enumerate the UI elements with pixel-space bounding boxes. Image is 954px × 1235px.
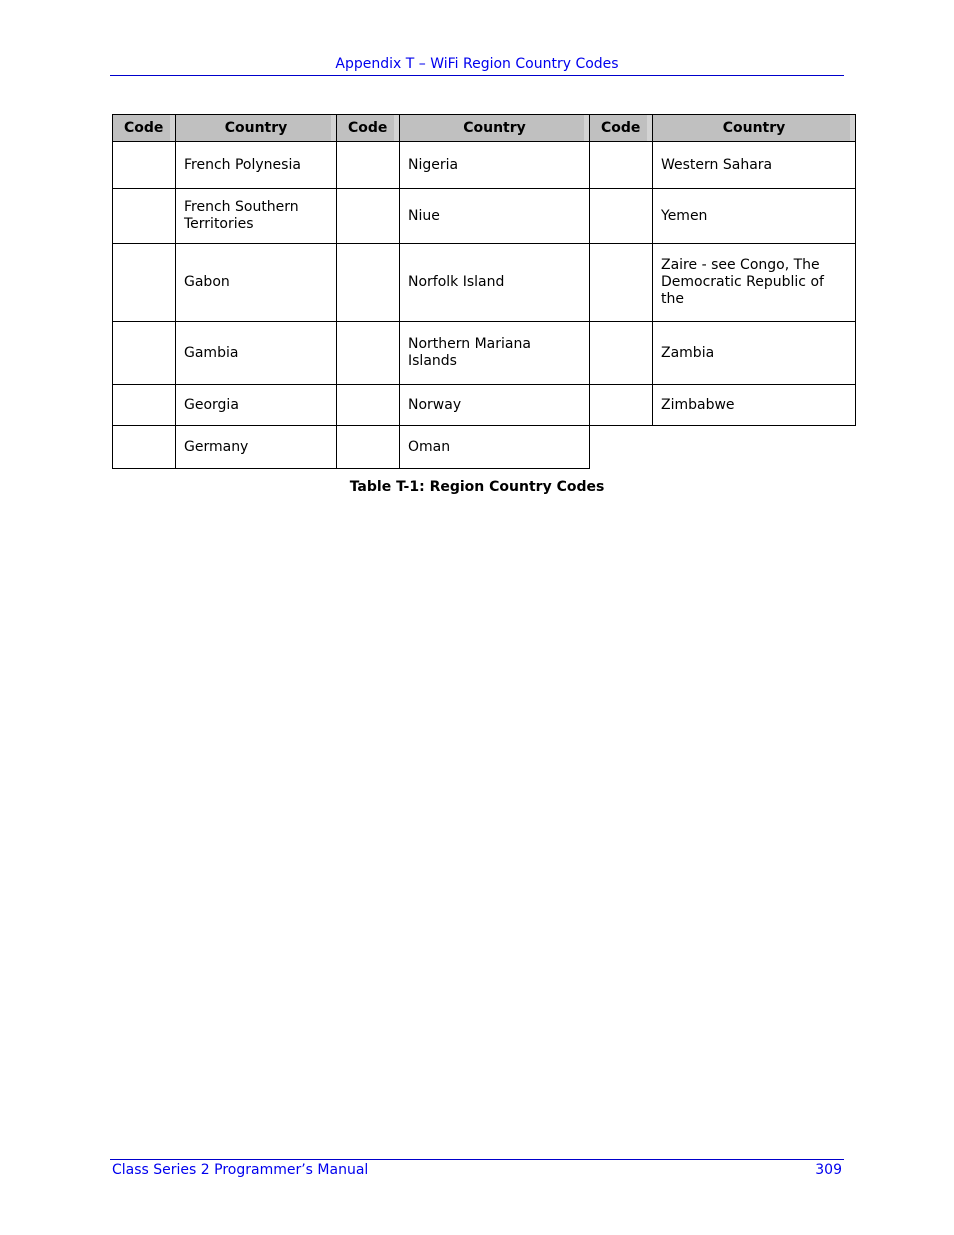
country-cell: Germany [176, 426, 337, 469]
country-cell: Zimbabwe [653, 385, 856, 426]
table-row [113, 385, 856, 426]
code-cell [113, 426, 176, 469]
code-cell [337, 385, 400, 426]
footer-divider [110, 1159, 844, 1160]
empty-cell [590, 426, 653, 469]
country-cell: French Southern Territories [176, 189, 337, 244]
code-cell [337, 426, 400, 469]
country-cell: Norfolk Island [400, 244, 590, 322]
table-row [113, 189, 856, 244]
column-header-country: Country [653, 115, 856, 142]
footer-page-number: 309 [815, 1162, 842, 1178]
code-cell [113, 244, 176, 322]
empty-cell [653, 426, 856, 469]
column-header-code: Code [337, 115, 400, 142]
code-cell [113, 385, 176, 426]
column-header-code: Code [590, 115, 653, 142]
country-cell: Gabon [176, 244, 337, 322]
country-cell: Northern Mariana Islands [400, 322, 590, 385]
table-row [113, 244, 856, 322]
code-cell [590, 189, 653, 244]
table-row [113, 142, 856, 189]
country-cell: Zaire - see Congo, The Democratic Republic of the [653, 244, 856, 322]
country-cell: Yemen [653, 189, 856, 244]
table-caption: Table T-1: Region Country Codes [349, 479, 605, 495]
header-divider [110, 75, 844, 76]
code-cell [590, 244, 653, 322]
code-cell [590, 142, 653, 189]
table-header-row [113, 115, 856, 142]
column-header-country: Country [400, 115, 590, 142]
country-cell: Oman [400, 426, 590, 469]
code-cell [337, 322, 400, 385]
code-cell [337, 142, 400, 189]
code-cell [337, 189, 400, 244]
page-header-title: Appendix T – WiFi Region Country Codes [335, 56, 619, 72]
code-cell [590, 322, 653, 385]
country-cell: French Polynesia [176, 142, 337, 189]
code-cell [113, 322, 176, 385]
country-cell: Western Sahara [653, 142, 856, 189]
code-cell [113, 189, 176, 244]
column-header-country: Country [176, 115, 337, 142]
country-cell: Georgia [176, 385, 337, 426]
country-cell: Niue [400, 189, 590, 244]
footer-manual-title: Class Series 2 Programmer’s Manual [112, 1162, 369, 1178]
code-cell [113, 142, 176, 189]
country-cell: Zambia [653, 322, 856, 385]
region-country-codes-table [112, 114, 856, 469]
code-cell [337, 244, 400, 322]
code-cell [590, 385, 653, 426]
table-row [113, 322, 856, 385]
column-header-code: Code [113, 115, 176, 142]
country-cell: Nigeria [400, 142, 590, 189]
table-row [113, 426, 856, 469]
country-cell: Norway [400, 385, 590, 426]
country-cell: Gambia [176, 322, 337, 385]
